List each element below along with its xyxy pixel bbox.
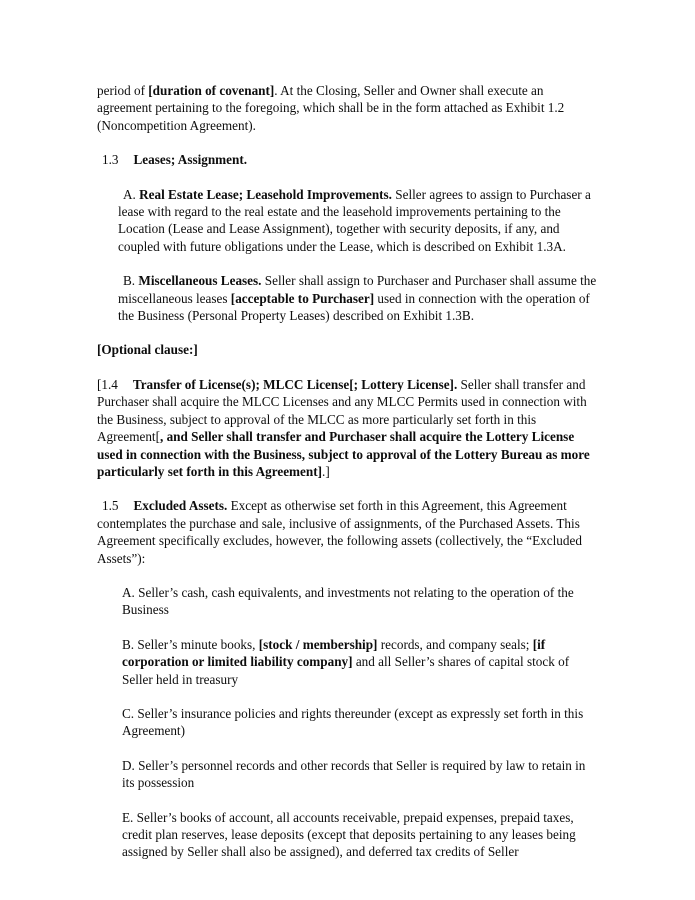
section-paragraph-1-5 [97,497,598,567]
section-title-1-5: Excluded Assets. [133,498,228,514]
section-1-5-text: Except as otherwise set forth in this Agreement, this Agreement contemplates the purchase and sale, inclusive of assignments, of the Purchased Assets. This Agreement specifically excludes, however, the following assets (collectively, the “Excluded Assets”): [97,498,582,566]
list-item-text-1: Seller’s books of account, all accounts receivable, prepaid expenses, prepaid taxes, credit plan reserves, lease deposits (except that deposits pertaining to any leases being assigned by Seller shall also be assigned), and deferred tax credits of Seller [122,809,576,860]
list-item [122,584,598,619]
list-item-text-3: and all Seller’s shares of capital stock of Seller held in treasury [122,654,570,687]
subparagraph-1-3-b [118,272,598,324]
section-number-1-3: 1.3 [102,152,119,168]
list-item-text-1: Seller’s insurance policies and rights thereunder (except as expressly set forth in this Agreement) [122,705,584,739]
document-body [97,82,598,861]
list-item-letter: A. [122,584,135,600]
section-1-4-lottery-bracket-text: , and Seller shall transfer and Purchaser shall acquire the Lottery License used in connection with the Business, subject to approval of the Lottery Bureau as more particularly set forth in this Agreement] [97,429,590,479]
subparagraph-1-3-b-bracket-placeholder: [acceptable to Purchaser] [230,290,375,306]
section-title-1-3: Leases; Assignment. [133,152,248,168]
section-title-1-4: Transfer of License(s); MLCC License[; Lottery License]. [132,376,458,392]
section-heading-1-3 [97,151,598,168]
list-item [122,636,598,688]
subparagraph-1-3-a-text: Seller agrees to assign to Purchaser a lease with regard to the real estate and the leasehold improvements pertaining to the Location (Lease and Lease Assignment), together with security deposits, if any, and coupled with future obligations under the Lease, which is described on Exhibit 1.3A. [118,186,591,254]
subparagraph-1-3-b-letter: B. [123,273,136,289]
list-item [122,809,598,861]
subparagraph-1-3-a-title: Real Estate Lease; Leasehold Improvements. [139,186,392,202]
subparagraph-1-3-b-title: Miscellaneous Leases. [138,273,262,289]
list-item [122,705,598,740]
list-item-text-1: Seller’s cash, cash equivalents, and investments not relating to the operation of the Business [122,584,574,618]
subparagraph-1-3-a [118,186,598,256]
intro-text-rest: . At the Closing, Seller and Owner shall execute an agreement pertaining to the foregoing, which shall be in the form attached as Exhibit 1.2 (Noncompetition Agreement). [97,83,565,133]
subparagraph-1-3-a-letter: A. [123,186,136,202]
paragraph-intro-continuation [97,82,598,134]
list-item-letter: B. [122,636,135,652]
section-number-1-4: 1.4 [101,376,118,392]
section-1-4-text-2: .] [322,463,330,479]
subparagraph-1-3-b-text-2: used in connection with the operation of the Business (Personal Property Leases) described on Exhibit 1.3B. [118,290,590,324]
excluded-assets-list [97,584,598,861]
list-item-letter: E. [122,809,134,825]
list-item-bold-1: [stock / membership] [258,636,378,652]
subparagraph-1-3-b-text-1: Seller shall assign to Purchaser and Purchaser shall assume the miscellaneous leases [118,273,597,306]
list-item [122,757,598,792]
section-1-4-open-bracket: [ [97,376,102,392]
intro-text-lead: period of [97,83,149,98]
section-paragraph-1-4 [97,376,598,480]
intro-bracket-placeholder: [duration of covenant] [148,83,275,98]
list-item-text-2: records, and company seals; [377,636,533,652]
list-item-letter: D. [122,757,135,773]
section-number-1-5: 1.5 [102,498,119,514]
section-1-4-text-1: Seller shall transfer and Purchaser shall acquire the MLCC Licenses and any MLCC Permits used in connection with the Business, subject to approval of the MLCC as more particularly set forth in this Agreement[ [97,376,587,445]
list-item-bold-2: [if corporation or limited liability company] [122,636,546,670]
list-item-text-1: Seller’s minute books, [134,636,259,652]
list-item-letter: C. [122,705,135,721]
optional-clause-label: [Optional clause:] [97,342,198,358]
list-item-text-1: Seller’s personnel records and other records that Seller is required by law to retain in its possession [122,757,586,791]
